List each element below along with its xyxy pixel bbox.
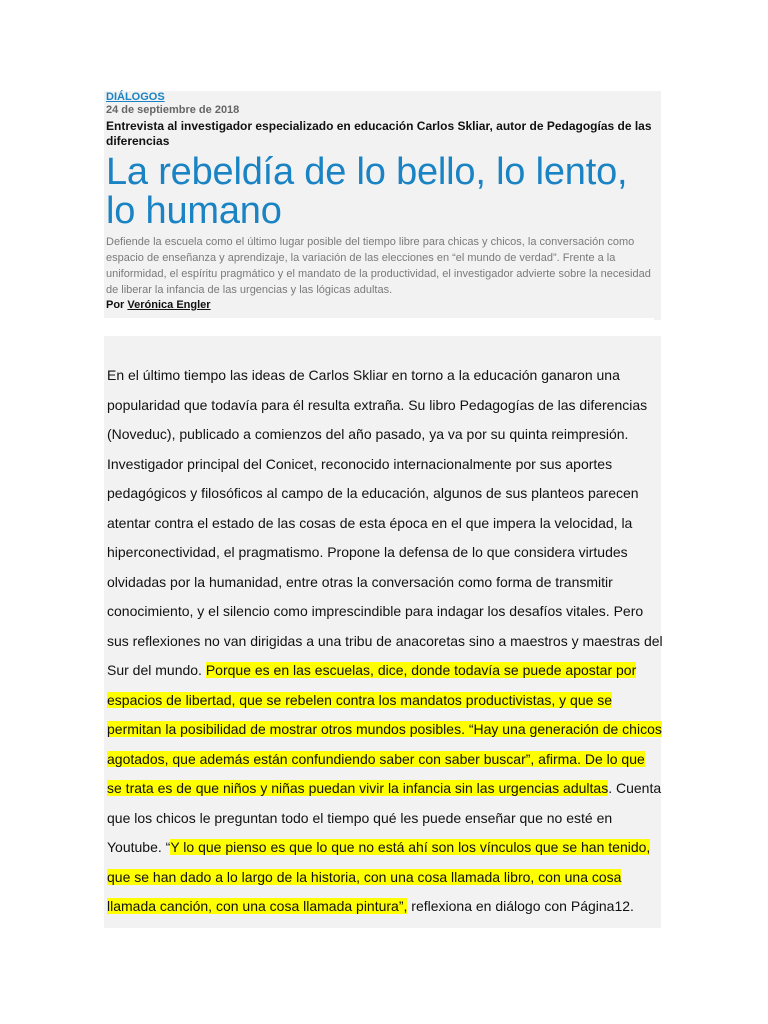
lead-paragraph: Defiende la escuela como el último lugar posible del tiempo libre para chicas y chicos, la conversación como espacio de enseñanza y aprendizaje, la variación de las elecciones en “el mundo de verdad”. Frente a la uniformidad, el espíritu pragmático y el mandato de la productividad, el investigador advierte sobre la necesidad de liberar la infancia de las urgencias y las lógicas adultas.	[106, 236, 651, 296]
highlighted-text-2: Y lo que pienso es que lo que no está ahí son los vínculos que se han tenido, que se han dado a lo largo de la historia, con una cosa llamada libro, con una cosa llamada canción, con una cosa llamada pintura”,	[107, 839, 651, 914]
publish-date: 24 de septiembre de 2018	[106, 104, 240, 116]
body-text-1: En el último tiempo las ideas de Carlos Skliar en torno a la educación ganaron una popularidad que todavía para él resulta extraña. Su libro Pedagogías de las diferencias (Noveduc), publicado a comienzos del año pasado, ya va por su quinta reimpresión. Investigador principal del Conicet, reconocido internacionalmente por sus aportes pedagógicos y filosóficos al campo de la educación, algunos de sus planteos parecen atentar contra el estado de las cosas de esta época en el que impera la velocidad, la hiperconectividad, el pragmatismo. Propone la defensa de lo que considera virtudes olvidadas por la humanidad, entre otras la conversación como forma de transmitir conocimiento, y el silencio como imprescindible para indagar los desafíos vitales. Pero sus reflexiones no van dirigidas a una tribu de anacoretas sino a maestros y maestras del Sur del mundo.	[107, 367, 663, 678]
byline-prefix: Por	[106, 299, 128, 311]
author-link[interactable]: Verónica Engler	[127, 299, 211, 311]
subheadline: Entrevista al investigador especializado en educación Carlos Skliar, autor de Pedagogías de las diferencias	[106, 119, 652, 148]
section-link[interactable]: DIÁLOGOS	[106, 91, 165, 103]
divider	[104, 318, 654, 336]
article-header	[104, 91, 661, 320]
article-body	[107, 361, 663, 922]
byline	[106, 298, 657, 312]
page-title: La rebeldía de lo bello, lo lento, lo humano	[106, 151, 628, 232]
body-text-3: reflexiona en diálogo con Página12.	[407, 898, 634, 914]
body-text-2: . Cuenta que los chicos le preguntan todo el tiempo qué les puede enseñar que no esté en Youtube. “	[107, 780, 662, 855]
highlighted-text-1: Porque es en las escuelas, dice, donde todavía se puede apostar por espacios de libertad, que se rebelen contra los mandatos productivistas, y que se permitan la posibilidad de mostrar otros mundos posibles. “Hay una generación de chicos agotados, que además están confundiendo saber con saber buscar”, afirma. De lo que se trata es de que niños y niñas puedan vivir la infancia sin las urgencias adultas	[107, 662, 662, 796]
